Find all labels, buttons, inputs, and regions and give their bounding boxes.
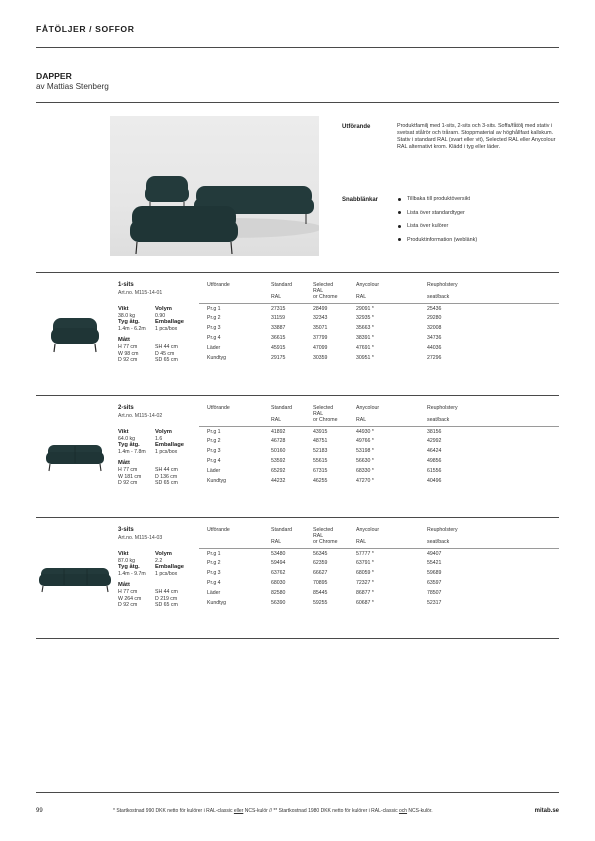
sofa-group-illustration: [110, 116, 319, 256]
header-selected: Selected RAL or Chrome: [313, 527, 356, 548]
dim-value: D 219 cm: [155, 595, 178, 602]
header-utforande: Utförande: [199, 527, 271, 548]
emballage-value: 1 pcs/box: [155, 570, 178, 577]
header-anycolour: Anycolour RAL: [356, 527, 427, 548]
header-standard: Standard RAL: [271, 527, 313, 548]
variant-specs: [118, 527, 198, 609]
link-product-overview[interactable]: Tillbaka till produktöversikt: [398, 196, 477, 210]
table-row: Pr.g 3 63762 66627 68059 * 59689: [207, 570, 442, 577]
emballage-value: 1 pcs/box: [155, 325, 178, 332]
dim-value: H 77 cm: [118, 588, 138, 595]
dim-value: D 92 cm: [118, 480, 138, 487]
table-row: Läder 82580 85445 86877 * 78507: [207, 589, 442, 596]
vikt-value: 64.0 kg: [118, 435, 136, 442]
website-link[interactable]: mitab.se: [534, 808, 559, 814]
variant-specs: [118, 405, 198, 487]
header-anycolour: Anycolour RAL: [356, 405, 427, 426]
dim-value: W 98 cm: [118, 350, 139, 357]
header-standard: Standard RAL: [271, 282, 313, 303]
table-row: Läder 45915 47099 47691 * 44036: [207, 344, 442, 351]
table-row: Pr.g 4 36615 37799 38391 * 34736: [207, 335, 442, 341]
three-seat-sofa-icon: [37, 565, 113, 593]
link-standard-fabrics[interactable]: Lista över standardtyger: [398, 210, 477, 224]
volym-value: 2.2: [155, 557, 163, 564]
table-row: Kundtyg 29175 30359 30951 * 27296: [207, 354, 442, 361]
tyg-label: Tyg åtg.: [118, 319, 140, 326]
header-reupholstery: Reupholstery seat/back: [427, 282, 559, 303]
dim-value: W 264 cm: [118, 595, 142, 602]
emballage-label: Emballage: [155, 319, 184, 326]
vikt-value: 87.0 kg: [118, 557, 136, 564]
vikt-label: Vikt: [118, 551, 129, 557]
volym-label: Volym: [155, 429, 172, 435]
matt-label: Mått: [118, 582, 130, 589]
table-row: Pr.g 4 68030 70895 72327 * 63597: [207, 580, 442, 586]
tyg-value: 1.4m - 7.8m: [118, 448, 146, 455]
header-selected: Selected RAL or Chrome: [313, 282, 356, 303]
title-rule: [36, 102, 559, 103]
emballage-label: Emballage: [155, 564, 184, 571]
variant-1-sits: [36, 273, 559, 395]
price-table: [199, 405, 559, 486]
category-heading: FÅTÖLJER / SOFFOR: [36, 24, 135, 34]
armchair-icon: [47, 314, 103, 354]
two-seat-sofa-icon: [44, 442, 106, 472]
tyg-value: 1.4m - 9.7m: [118, 570, 146, 577]
price-table: [199, 282, 559, 363]
emballage-value: 1 pcs/box: [155, 448, 178, 455]
tyg-label: Tyg åtg.: [118, 442, 140, 449]
variant-photo: [36, 518, 113, 640]
vikt-value: 38.0 kg: [118, 312, 136, 319]
dim-value: SD 65 cm: [155, 480, 178, 487]
header-utforande: Utförande: [199, 282, 271, 303]
variant-name: 2-sits: [118, 405, 134, 411]
section-rule-4: [36, 638, 559, 639]
tyg-label: Tyg åtg.: [118, 564, 140, 571]
dim-value: W 181 cm: [118, 473, 142, 480]
header-utforande: Utförande: [199, 405, 271, 426]
table-row: Pr.g 1 53480 56345 57777 * 49407: [207, 550, 442, 557]
dim-value: D 92 cm: [118, 357, 138, 364]
dim-value: D 45 cm: [155, 350, 175, 357]
footer-rule: [36, 792, 559, 793]
table-row: Pr.g 2 59494 62359 63791 * 55421: [207, 560, 442, 567]
product-name: DAPPER: [36, 71, 72, 81]
matt-label: Mått: [118, 337, 130, 344]
hero-photo: [110, 116, 319, 256]
utforande-label: Utförande: [342, 124, 371, 130]
dim-value: SD 65 cm: [155, 602, 178, 609]
tyg-value: 1.4m - 6.2m: [118, 325, 146, 332]
page-number: 99: [36, 808, 43, 814]
dim-value: SH 44 cm: [155, 588, 178, 595]
volym-label: Volym: [155, 551, 172, 557]
table-row: Pr.g 2 31159 32343 32935 * 29280: [207, 315, 442, 322]
variant-photo: [36, 273, 113, 395]
variant-name: 1-sits: [118, 282, 134, 288]
table-row: Pr.g 1 41892 43915 44930 * 38156: [207, 428, 442, 435]
dim-value: H 77 cm: [118, 466, 138, 473]
table-row: Pr.g 2 46728 48751 49766 * 42992: [207, 438, 442, 445]
quick-links: [398, 196, 477, 250]
header-standard: Standard RAL: [271, 405, 313, 426]
footnote: * Startkostnad 990 DKK netto för kulörer i RAL-classic eller NCS-kulör // ** Startkostnad 1980 DKK netto för kulörer i RAL-classic och NCS-kulör.: [113, 808, 433, 814]
table-row: Kundtyg 56390 59255 60687 * 52317: [207, 599, 442, 606]
link-colours[interactable]: Lista över kulörer: [398, 223, 477, 237]
variant-3-sits: [36, 518, 559, 640]
designer-name: av Mattias Stenberg: [36, 82, 109, 91]
dim-value: SD 65 cm: [155, 357, 178, 364]
article-number: Art.no. M115-14-03: [118, 535, 163, 541]
header-reupholstery: Reupholstery seat/back: [427, 527, 559, 548]
vikt-label: Vikt: [118, 306, 129, 312]
emballage-label: Emballage: [155, 442, 184, 449]
dim-value: SH 44 cm: [155, 343, 178, 350]
matt-label: Mått: [118, 460, 130, 467]
dim-value: D 136 cm: [155, 473, 178, 480]
variant-specs: [118, 282, 198, 364]
dim-value: SH 44 cm: [155, 466, 178, 473]
header-rule: [36, 47, 559, 48]
variant-photo: [36, 396, 113, 518]
variant-2-sits: [36, 396, 559, 518]
dim-value: D 92 cm: [118, 602, 138, 609]
article-number: Art.no. M115-14-01: [118, 290, 163, 296]
variant-name: 3-sits: [118, 527, 134, 533]
volym-value: 1.6: [155, 435, 163, 442]
table-row: Pr.g 4 53592 55615 56630 * 49856: [207, 458, 442, 464]
table-row: Kundtyg 44232 46255 47270 * 40496: [207, 477, 442, 484]
utforande-text: Produktfamilj med 1-sits, 2-sits och 3-sits. Soffa/fåtölj med stativ i svetsat stålrör och trårarn. Stoppmaterial av höghållfast kallskum. Stativ i standard RAL (svart eller vit), Selected RAL eller Anycolour RAL alternativt krom. Klädd i tyg eller läder.: [397, 123, 556, 151]
table-row: Pr.g 1 27315 28499 29091 * 25436: [207, 305, 442, 312]
snabblankar-label: Snabblänkar: [342, 197, 379, 203]
article-number: Art.no. M115-14-02: [118, 413, 163, 419]
dim-value: H 77 cm: [118, 343, 138, 350]
header-selected: Selected RAL or Chrome: [313, 405, 356, 426]
volym-label: Volym: [155, 306, 172, 312]
header-reupholstery: Reupholstery seat/back: [427, 405, 559, 426]
price-table: [199, 527, 559, 608]
table-row: Pr.g 3 33887 35071 35663 * 32008: [207, 325, 442, 332]
header-anycolour: Anycolour RAL: [356, 282, 427, 303]
table-row: Pr.g 3 50160 52183 53198 * 46424: [207, 448, 442, 455]
vikt-label: Vikt: [118, 429, 129, 435]
link-product-info-web[interactable]: Produktinformation (weblänk): [398, 237, 477, 251]
table-row: Läder 65292 67315 68330 * 61556: [207, 467, 442, 474]
volym-value: 0.90: [155, 312, 166, 319]
